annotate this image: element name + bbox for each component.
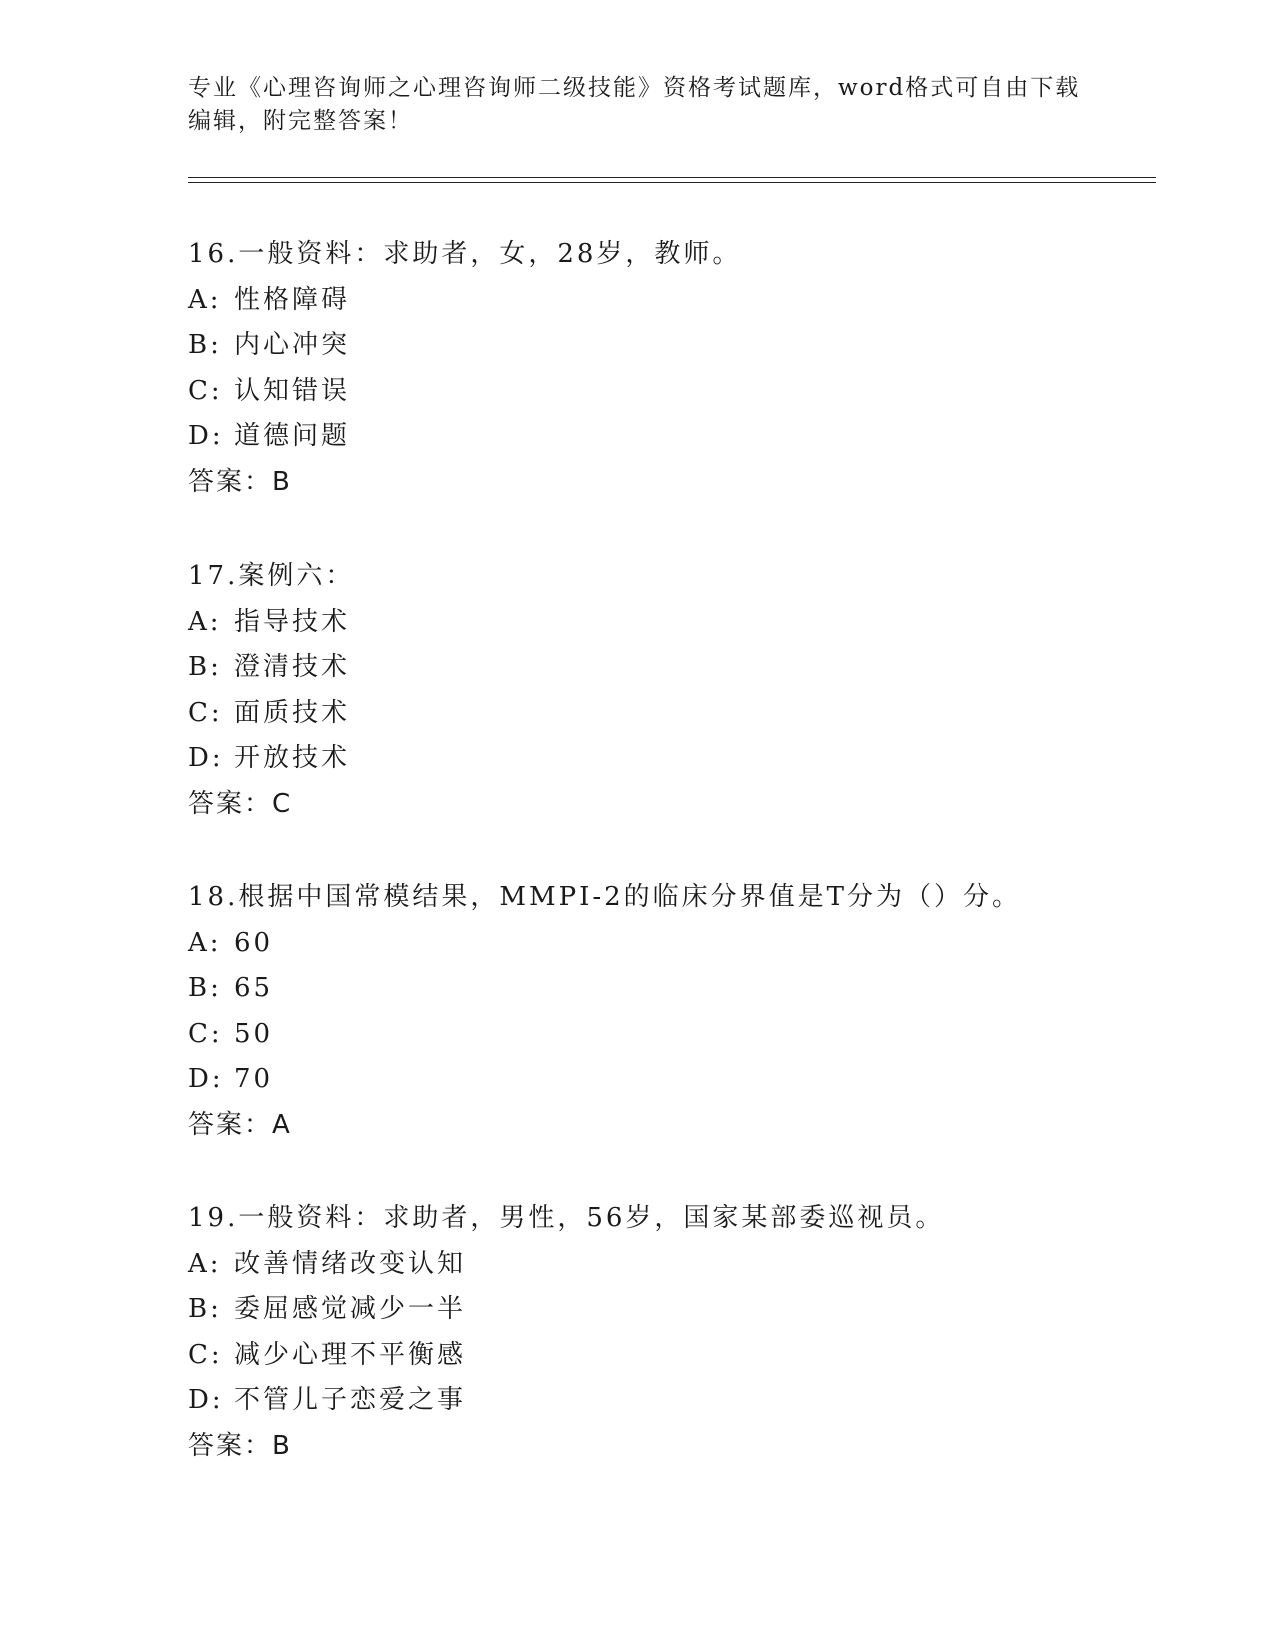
option-b xyxy=(188,1287,1148,1333)
option-letter: A: xyxy=(188,1248,222,1279)
header-line-1: 专业《心理咨询师之心理咨询师二级技能》资格考试题库，word格式可自由下载 xyxy=(188,75,1081,101)
question-stem: 18.根据中国常模结果，MMPI-2的临床分界值是T分为（）分。 xyxy=(188,882,1022,912)
option-b xyxy=(188,966,1148,1012)
option-a xyxy=(188,921,1148,967)
option-text: 指导技术 xyxy=(234,606,351,637)
option-letter: C: xyxy=(188,1018,223,1049)
option-c xyxy=(188,1012,1148,1058)
option-text: 委屈感觉减少一半 xyxy=(234,1294,467,1324)
option-text: 70 xyxy=(234,1064,274,1094)
option-text: 道德问题 xyxy=(234,421,351,451)
option-letter: B: xyxy=(188,330,222,360)
option-letter: D: xyxy=(188,1064,224,1094)
question-16 xyxy=(188,232,1148,505)
option-text: 澄清技术 xyxy=(234,652,351,682)
option-letter: B: xyxy=(188,973,222,1003)
answer-line: 答案：C xyxy=(188,788,293,819)
option-letter: D: xyxy=(188,743,224,773)
option-letter: B: xyxy=(188,1294,222,1324)
option-text: 减少心理不平衡感 xyxy=(234,1339,467,1370)
option-text: 面质技术 xyxy=(234,697,351,728)
option-text: 改善情绪改变认知 xyxy=(234,1248,467,1279)
option-letter: D: xyxy=(188,421,224,451)
question-stem: 19.一般资料：求助者，男性，56岁，国家某部委巡视员。 xyxy=(188,1203,945,1233)
question-17 xyxy=(188,554,1148,827)
option-c xyxy=(188,1333,1148,1379)
option-d xyxy=(188,414,1148,460)
option-text: 认知错误 xyxy=(234,375,351,406)
header-divider-top xyxy=(188,177,1156,178)
option-b xyxy=(188,323,1148,369)
option-c xyxy=(188,691,1148,737)
option-text: 65 xyxy=(234,973,274,1003)
option-text: 不管儿子恋爱之事 xyxy=(234,1385,467,1415)
option-letter: B: xyxy=(188,652,222,682)
document-header xyxy=(188,72,1088,138)
header-divider-bottom xyxy=(188,182,1156,183)
option-letter: D: xyxy=(188,1385,224,1415)
option-text: 50 xyxy=(234,1018,274,1049)
option-letter: C: xyxy=(188,697,223,728)
option-d xyxy=(188,736,1148,782)
question-stem: 17.案例六： xyxy=(188,561,355,591)
option-letter: A: xyxy=(188,284,222,315)
header-line-2: 编辑，附完整答案！ xyxy=(188,108,413,134)
option-a xyxy=(188,600,1148,646)
question-stem: 16.一般资料：求助者，女，28岁，教师。 xyxy=(188,239,742,269)
option-text: 60 xyxy=(234,927,274,958)
option-letter: C: xyxy=(188,1339,223,1370)
option-letter: A: xyxy=(188,927,222,958)
question-18 xyxy=(188,875,1148,1148)
option-b xyxy=(188,645,1148,691)
answer-line: 答案：B xyxy=(188,1430,292,1461)
option-a xyxy=(188,278,1148,324)
option-text: 内心冲突 xyxy=(234,330,351,360)
answer-line: 答案：B xyxy=(188,466,292,497)
option-letter: A: xyxy=(188,606,222,637)
option-a xyxy=(188,1242,1148,1288)
option-text: 性格障碍 xyxy=(234,284,351,315)
option-c xyxy=(188,369,1148,415)
option-text: 开放技术 xyxy=(234,743,351,773)
question-19 xyxy=(188,1196,1148,1469)
option-d xyxy=(188,1378,1148,1424)
option-d xyxy=(188,1057,1148,1103)
option-letter: C: xyxy=(188,375,223,406)
answer-line: 答案：A xyxy=(188,1109,292,1140)
